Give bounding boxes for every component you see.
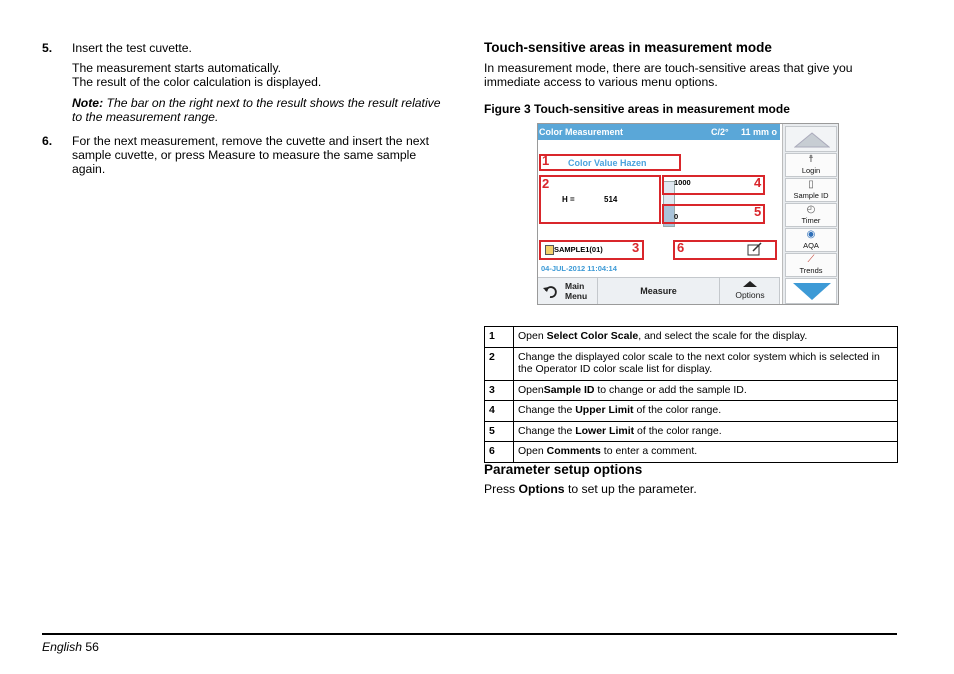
side-button-label: AQA (803, 241, 819, 250)
trends-icon: ⟋ (807, 254, 815, 265)
side-button-label: Timer (801, 216, 821, 225)
login-icon: ☨ (808, 154, 814, 165)
instruction-text: Press (484, 482, 519, 496)
row-text: to enter a comment. (600, 445, 698, 457)
main-menu-label (565, 281, 587, 301)
row-description (514, 347, 898, 380)
row-text: Open (518, 330, 547, 342)
callout-box-2[interactable] (539, 175, 661, 224)
step-6-line: For the next measurement, remove the cuvette and insert the next (72, 134, 430, 148)
row-text: of the color range. (633, 404, 722, 416)
row-number: 6 (485, 442, 514, 463)
step-6-number: 6. (42, 134, 53, 148)
row-text: Open (518, 445, 547, 457)
sample-id: SAMPLE1(01) (554, 245, 603, 254)
row-text: Change the displayed color scale to the next color system which is selected in the Operator ID color scale list for display. (518, 350, 880, 375)
row-description (514, 401, 898, 422)
down-arrow-icon (792, 282, 832, 301)
row-text: Comments (546, 445, 601, 457)
table-row (485, 347, 898, 380)
row-text: Upper Limit (575, 404, 634, 416)
status-cell: 11 mm o (741, 127, 778, 137)
footer (42, 640, 99, 654)
step-5-result-line: The measurement starts automatically. (72, 61, 282, 75)
step-6-line: sample cuvette, or press Measure to measure the same sample (72, 148, 417, 162)
aqa-button[interactable] (785, 228, 837, 252)
instruction-text: to set up the parameter. (564, 482, 697, 496)
callout-number: 6 (677, 240, 685, 255)
login-button[interactable] (785, 153, 837, 177)
row-text: Sample ID (543, 383, 595, 396)
timestamp: 04-JUL-2012 11:04:14 (541, 264, 617, 273)
sample-id-icon: ▯ (808, 179, 814, 190)
step-6-line: again. (72, 162, 106, 176)
step-6-text (72, 134, 462, 176)
screen-main (538, 140, 780, 277)
row-description (514, 442, 898, 463)
section-heading: Touch-sensitive areas in measurement mode (484, 40, 772, 55)
main-menu-line: Menu (565, 291, 588, 301)
callout-number: 3 (632, 240, 640, 255)
scroll-down-button[interactable] (785, 278, 837, 304)
scroll-up-button[interactable] (785, 126, 837, 152)
row-number: 1 (485, 327, 514, 348)
row-text: Select Color Scale (546, 330, 639, 342)
instruction-bold: Options (518, 482, 565, 496)
footer-language: English (42, 640, 82, 654)
scale-label: Color Value Hazen (568, 158, 647, 168)
row-description (514, 421, 898, 442)
callout-number: 2 (542, 176, 550, 191)
comment-edit-icon (747, 242, 763, 257)
sample-id-button[interactable] (785, 178, 837, 202)
up-triangle-icon (742, 280, 758, 288)
callout-number: 5 (754, 204, 762, 219)
screen-title-bar (538, 124, 780, 140)
row-text: Change the (518, 424, 576, 437)
callout-table (484, 326, 898, 463)
table-row (485, 380, 898, 401)
up-arrow-icon (794, 132, 830, 148)
main-menu-line: Main (565, 281, 585, 291)
table-row (485, 442, 898, 463)
step-5-number: 5. (42, 41, 53, 55)
bottom-bar (538, 277, 780, 305)
instrument-screen (537, 123, 839, 305)
result-value: 514 (604, 195, 618, 204)
options-instruction (484, 482, 697, 496)
step-5-result-line: The result of the color calculation is displayed. (72, 75, 322, 89)
lower-limit: 0 (674, 212, 679, 221)
row-text: Lower Limit (575, 424, 635, 437)
sample-id-icon (545, 245, 554, 255)
row-number: 4 (485, 401, 514, 422)
row-text: Open (518, 383, 544, 396)
trends-button[interactable] (785, 253, 837, 277)
note-text: The bar on the right next to the result shows the result relative (106, 96, 441, 110)
timer-icon: ◴ (806, 204, 816, 215)
note (72, 96, 462, 124)
step-5-text: Insert the test cuvette. (72, 41, 192, 55)
callout-number: 1 (542, 153, 550, 168)
side-button-label: Trends (799, 266, 823, 275)
intro-text (484, 61, 853, 89)
status-angle: C/2° (711, 127, 729, 137)
table-row (485, 327, 898, 348)
aqa-icon: ◉ (806, 229, 816, 240)
measure-button[interactable]: Measure (598, 278, 720, 305)
side-panel (782, 124, 839, 304)
row-description (514, 380, 898, 401)
note-text: to the measurement range. (72, 110, 219, 124)
row-text: Change the (518, 404, 576, 416)
row-number: 3 (485, 380, 514, 401)
row-text: to change or add the sample ID. (594, 383, 747, 396)
intro-line: immediate access to various menu options. (484, 75, 718, 89)
row-text: of the color range. (634, 424, 722, 437)
upper-limit: 1000 (674, 178, 691, 187)
timer-button[interactable] (785, 203, 837, 227)
row-number: 2 (485, 347, 514, 380)
page-number: 56 (85, 640, 99, 654)
screen-title: Color Measurement (539, 127, 624, 137)
callout-number: 4 (754, 175, 762, 190)
result-label: H = (562, 195, 575, 204)
intro-line: In measurement mode, there are touch-sensitive areas that give you (484, 61, 853, 75)
options-label: Options (735, 290, 765, 300)
table-row (485, 421, 898, 442)
side-button-label: Sample ID (793, 191, 829, 200)
figure-caption: Figure 3 Touch-sensitive areas in measurement mode (484, 102, 790, 116)
row-text: , and select the scale for the display. (638, 330, 808, 342)
note-label: Note: (72, 96, 104, 110)
back-arrow-icon (542, 284, 558, 299)
section-heading: Parameter setup options (484, 462, 643, 477)
row-number: 5 (485, 421, 514, 442)
options-button[interactable] (720, 278, 780, 305)
footer-rule (42, 633, 897, 635)
table-row (485, 401, 898, 422)
main-menu-button[interactable] (538, 278, 598, 305)
side-button-label: Login (801, 166, 821, 175)
row-description (514, 327, 898, 348)
